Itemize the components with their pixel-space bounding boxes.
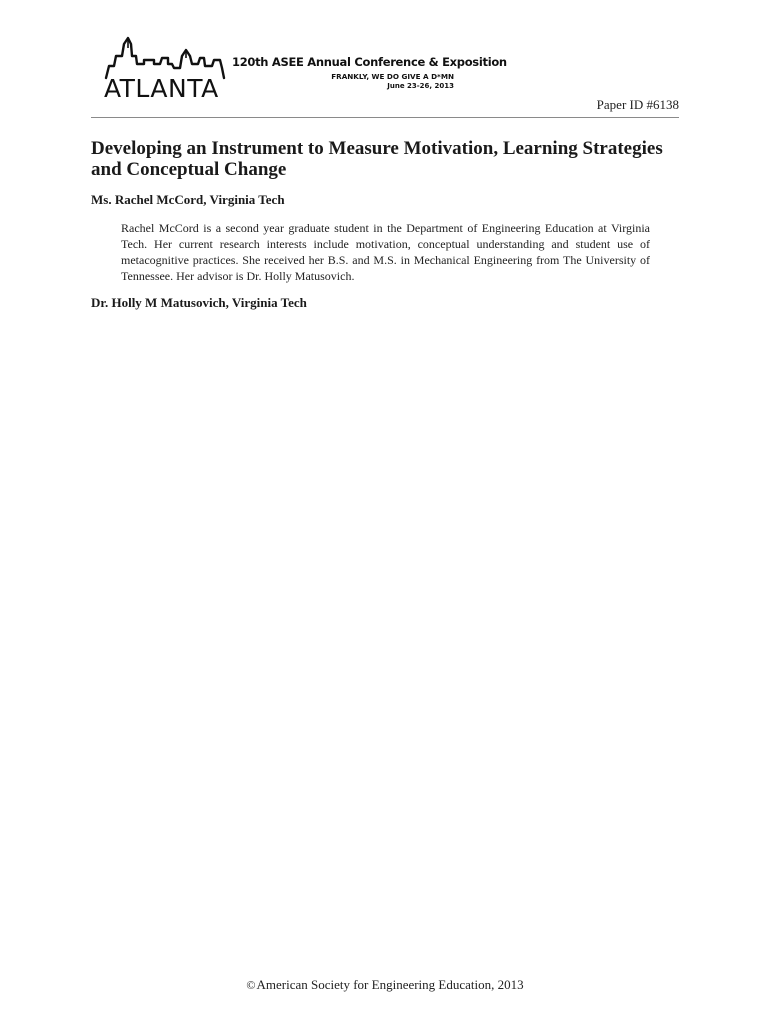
copyright-text: American Society for Engineering Education, 2013 [256, 977, 524, 992]
author-name: Dr. Holly M Matusovich, Virginia Tech [91, 295, 307, 310]
author-name: Ms. Rachel McCord, Virginia Tech [91, 192, 285, 207]
conference-title: 120th ASEE Annual Conference & Exposition [232, 55, 507, 69]
conference-tagline: FRANKLY, WE DO GIVE A D*MN [331, 72, 454, 81]
conference-dates: June 23-26, 2013 [387, 82, 454, 90]
header-divider [91, 117, 679, 118]
atlanta-skyline-icon [104, 36, 228, 104]
page-footer [0, 977, 770, 993]
author-bio: Rachel McCord is a second year graduate student in the Department of Engineering Education at Virginia Tech. Her current research interests include motivation, conceptual understanding and student use of metacognitive practices. She received her B.S. and M.S. in Mechanical Engineering from The University of Tennessee. Her advisor is Dr. Holly Matusovich. [121, 221, 650, 283]
paper-title: Developing an Instrument to Measure Motivation, Learning Strategies and Conceptual Change [91, 138, 663, 180]
logo-wordmark: ATLANTA [104, 74, 219, 103]
copyright-symbol: © [246, 978, 256, 992]
paper-id: Paper ID #6138 [596, 97, 679, 112]
